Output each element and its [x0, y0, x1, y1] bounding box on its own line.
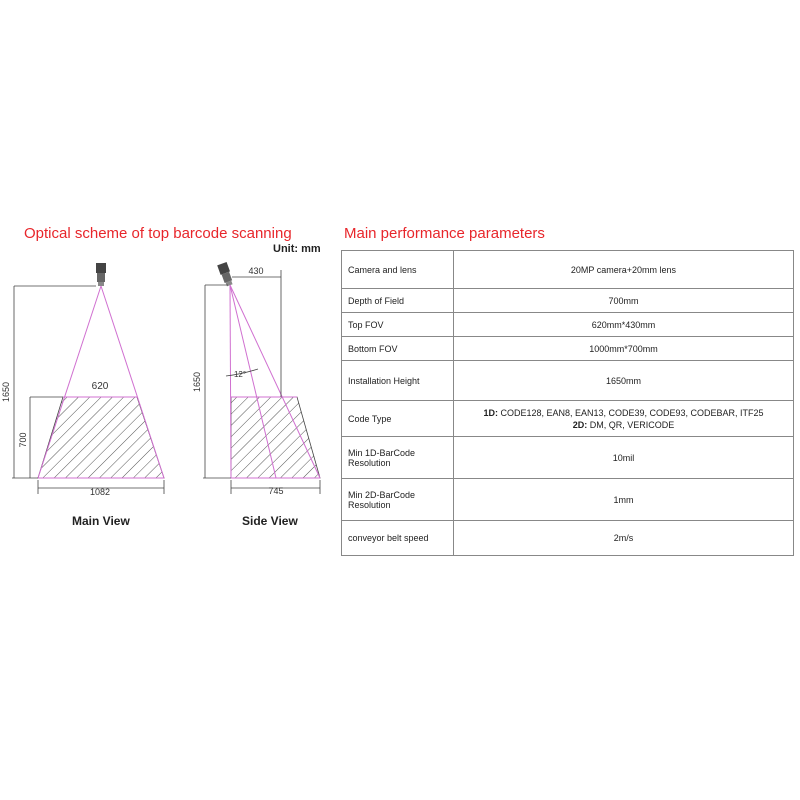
code-type-2d-label: 2D: — [572, 419, 588, 430]
table-row — [342, 313, 794, 337]
side-view-diagram — [192, 262, 320, 496]
side-view-bottom-width-label: 745 — [268, 486, 284, 496]
param-value: 20MP camera+20mm lens — [454, 251, 794, 289]
side-view-top-width-label: 430 — [248, 266, 264, 276]
main-view-height-label: 1650 — [1, 381, 11, 403]
camera-icon — [217, 262, 234, 287]
table-row — [342, 521, 794, 556]
side-view-fov-back — [230, 285, 231, 478]
param-value: 1mm — [454, 479, 794, 521]
side-view-scan-volume — [231, 397, 320, 478]
table-row — [342, 479, 794, 521]
param-name: conveyor belt speed — [342, 521, 454, 556]
param-name: Bottom FOV — [342, 337, 454, 361]
side-view-angle-label: 12° — [233, 370, 247, 379]
side-view-label: Side View — [242, 514, 298, 528]
table-row — [342, 361, 794, 401]
table-row — [342, 401, 794, 437]
param-name: Top FOV — [342, 313, 454, 337]
param-value — [454, 401, 794, 437]
main-view-diagram — [1, 263, 164, 497]
main-view-top-width-label: 620 — [91, 381, 109, 392]
side-view-height-label: 1650 — [192, 371, 202, 393]
code-type-1d-label: 1D: — [483, 407, 498, 418]
param-value: 10mil — [454, 437, 794, 479]
code-type-2d-value: DM, QR, VERICODE — [587, 419, 675, 430]
param-value: 620mm*430mm — [454, 313, 794, 337]
main-view-scan-volume — [38, 397, 164, 478]
unit-label: Unit: mm — [273, 243, 321, 255]
camera-icon — [96, 263, 106, 286]
optical-scheme-diagram — [0, 0, 340, 520]
param-name: Code Type — [342, 401, 454, 437]
main-view-bottom-width-label: 1082 — [89, 487, 111, 497]
performance-title: Main performance parameters — [344, 225, 545, 242]
performance-table — [341, 250, 794, 556]
code-type-1d-value: CODE128, EAN8, EAN13, CODE39, CODE93, CODEBAR, ITF25 — [497, 407, 764, 418]
code-type-2d — [460, 419, 787, 431]
table-row — [342, 251, 794, 289]
code-type-1d — [460, 407, 787, 419]
param-name: Min 1D-BarCode Resolution — [342, 437, 454, 479]
table-row — [342, 437, 794, 479]
param-name: Installation Height — [342, 361, 454, 401]
param-name: Depth of Field — [342, 289, 454, 313]
param-value: 1000mm*700mm — [454, 337, 794, 361]
param-name: Min 2D-BarCode Resolution — [342, 479, 454, 521]
main-view-label: Main View — [72, 514, 130, 528]
param-value: 1650mm — [454, 361, 794, 401]
param-value: 700mm — [454, 289, 794, 313]
table-row — [342, 337, 794, 361]
param-name: Camera and lens — [342, 251, 454, 289]
main-view-depth-label: 700 — [18, 432, 28, 448]
table-row — [342, 289, 794, 313]
param-value: 2m/s — [454, 521, 794, 556]
optical-scheme-title: Optical scheme of top barcode scanning — [24, 225, 292, 242]
